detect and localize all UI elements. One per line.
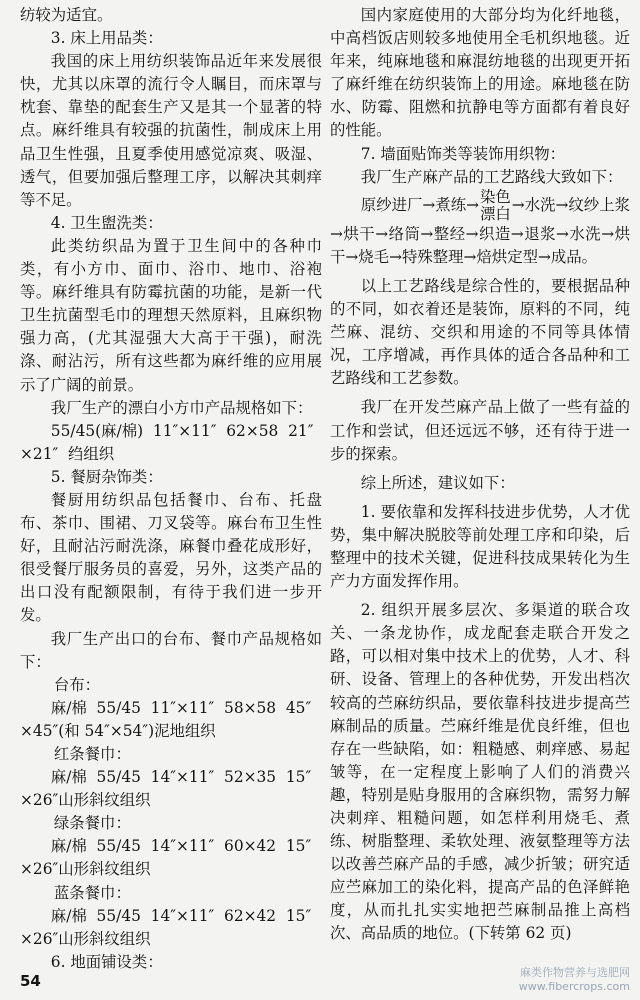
paragraph-bathroom: 此类纺织品为置于卫生间中的各种巾类，有小方巾、面巾、浴巾、地巾、浴袍等。麻纤维具有防霉抗菌的功能，是新一代卫生抗菌型毛巾的理想天然原料，且麻织物强力高，(尤其湿强大大高于干强)，耐洗涤、耐沾污，所有这些都为麻纤维的应用展示了广阔的前景。	[20, 236, 322, 394]
section-heading-floor: 6. 地面铺设类：	[50, 952, 163, 971]
spec-line-tablecloth: 麻/棉 55/45 11″×11″ 58×58 45″	[50, 698, 312, 717]
section-heading-bedding: 3. 床上用品类：	[50, 29, 163, 48]
spec-title-green-napkin: 绿条餐巾：	[53, 814, 131, 833]
paragraph-floor: 国内家庭使用的大部分均为化纤地毯，中高档饭店则较多地使用全毛机织地毯。近年来，纯麻地毯和麻混纺地毯的出现更开拓了麻纤维在纺织装饰上的用途。麻地毯在防水、防霉、阻燃和抗静电等方面都有着良好的性能。	[330, 6, 630, 140]
page-number: 54	[20, 972, 41, 990]
paragraph-efforts: 我厂在开发苎麻产品上做了一些有益的工作和尝试，但还远远不够，还有待于进一步的探索。	[330, 398, 630, 463]
spec-intro-towel: 我厂生产的漂白小方巾产品规格如下：	[50, 398, 313, 417]
paragraph-continuation: 纺较为适宜。	[20, 6, 113, 24]
route-rest: →水洗→纹纱上浆→烘干→络筒→整经→织造→退浆→水洗→烘干→烧毛→特殊整理→焙烘定型→成品。	[330, 195, 630, 266]
watermark-name: 麻类作物营养与选肥网	[520, 966, 630, 979]
spec-line-red-napkin-cont: ×26″山形斜纹组织	[20, 791, 151, 810]
route-step-dye: 染色	[480, 187, 511, 206]
site-watermark	[519, 966, 630, 994]
route-intro: 我厂生产麻产品的工艺路线大致如下：	[360, 167, 623, 186]
spec-line-green-napkin: 麻/棉 55/45 14″×11″ 60×42 15″	[50, 837, 312, 856]
watermark-url: www.fibercrops.com	[518, 980, 630, 993]
spec-title-blue-napkin: 蓝条餐巾：	[53, 883, 131, 902]
right-column	[330, 4, 630, 946]
spec-line-blue-napkin-cont: ×26″山形斜纹组织	[20, 929, 151, 948]
spec-line-green-napkin-cont: ×26″山形斜纹组织	[20, 860, 151, 879]
route-step-bleach: 漂白	[480, 204, 511, 223]
spec-line-blue-napkin: 麻/棉 55/45 14″×11″ 62×42 15″	[50, 906, 312, 925]
spec-title-red-napkin: 红条餐巾：	[53, 745, 131, 763]
spec-line-red-napkin: 麻/棉 55/45 14″×11″ 52×35 15″	[50, 768, 312, 787]
spec-intro-tablecloth: 我厂生产出口的台布、餐巾产品规格如下：	[20, 629, 322, 671]
summary-intro: 综上所述，建议如下：	[360, 473, 515, 492]
paragraph-route-notes: 以上工艺路线是综合性的，要根据品种的不同，如衣着还是装饰，原料的不同，纯苎麻、混纺、交织和用途的不同等具体情况，工序增减，再作具体的适合各品种和工艺路线和工艺参数。	[330, 276, 630, 388]
route-start: 原纱进厂→煮练→	[360, 195, 479, 214]
spec-title-tablecloth: 台布：	[53, 675, 101, 694]
section-heading-kitchen: 5. 餐厨杂饰类：	[50, 467, 163, 486]
paragraph-bedding: 我国的床上用纺织装饰品近年来发展很快，尤其以床罩的流行令人瞩目，而床罩与枕套、靠垫的配套生产又是其一个显著的特点。麻纤维具有较强的抗菌性，制成床上用品卫生性强，且夏季使用感觉凉爽、吸湿、透气，但要加强后整理工序，以解决其刺痒等不足。	[20, 52, 322, 209]
paragraph-kitchen: 餐厨用纺织品包括餐巾、台布、托盘布、茶巾、围裙、刀叉袋等。麻台布卫生性好，且耐沾污耐洗涤，麻餐巾叠花成形好，很受餐厅服务员的喜爱，另外，这类产品的出口没有配额限制，有待于我们进一步开发。	[20, 490, 322, 625]
recommendation-2: 2. 组织开展多层次、多渠道的联合攻关、一条龙协作，成龙配套走联合开发之路，可以相对集中技术上的优势，人才、科研、设备、管理上的各种优势，开发出档次较高的苎麻纺织品，要依靠科技进步提高苎麻制品的质量。苎麻纤维是优良纤维，但也存在一些缺陷，如：粗糙感、刺痒感、易起皱等，在一定程度上影响了人们的消费兴趣，特别是贴身服用的含麻织物，需努力解决刺痒、粗糙问题，如怎样利用烧毛、煮练、树脂整理、柔软处理、液氨整理等方法以改善苎麻产品的手感，减少折皱；研究适应苎麻加工的染化料，提高产品的色泽鲜艳度，从而扎扎实实地把苎麻制品推上高档次、高品质的地位。(下转第 62 页)	[330, 601, 630, 943]
section-heading-bathroom: 4. 卫生盥洗类：	[50, 213, 163, 232]
route-dye-bleach	[480, 189, 511, 223]
recommendation-1: 1. 要依靠和发挥科技进步优势，人才优势，集中解决脱胶等前处理工序和印染，后整理中的技术关键，促进科技成果转化为生产力方面发挥作用。	[330, 502, 630, 591]
left-column	[20, 4, 322, 974]
section-heading-wall: 7. 墙面贴饰类等装饰用织物：	[360, 144, 566, 163]
process-route	[330, 189, 630, 269]
spec-line-towel: 55/45(麻/棉) 11″×11″ 62×58 21″	[50, 421, 314, 440]
spec-line-towel-cont: ×21″ 绉组织	[20, 444, 115, 463]
spec-line-tablecloth-cont: ×45″(和 54″×54″)泥地组织	[20, 721, 216, 740]
